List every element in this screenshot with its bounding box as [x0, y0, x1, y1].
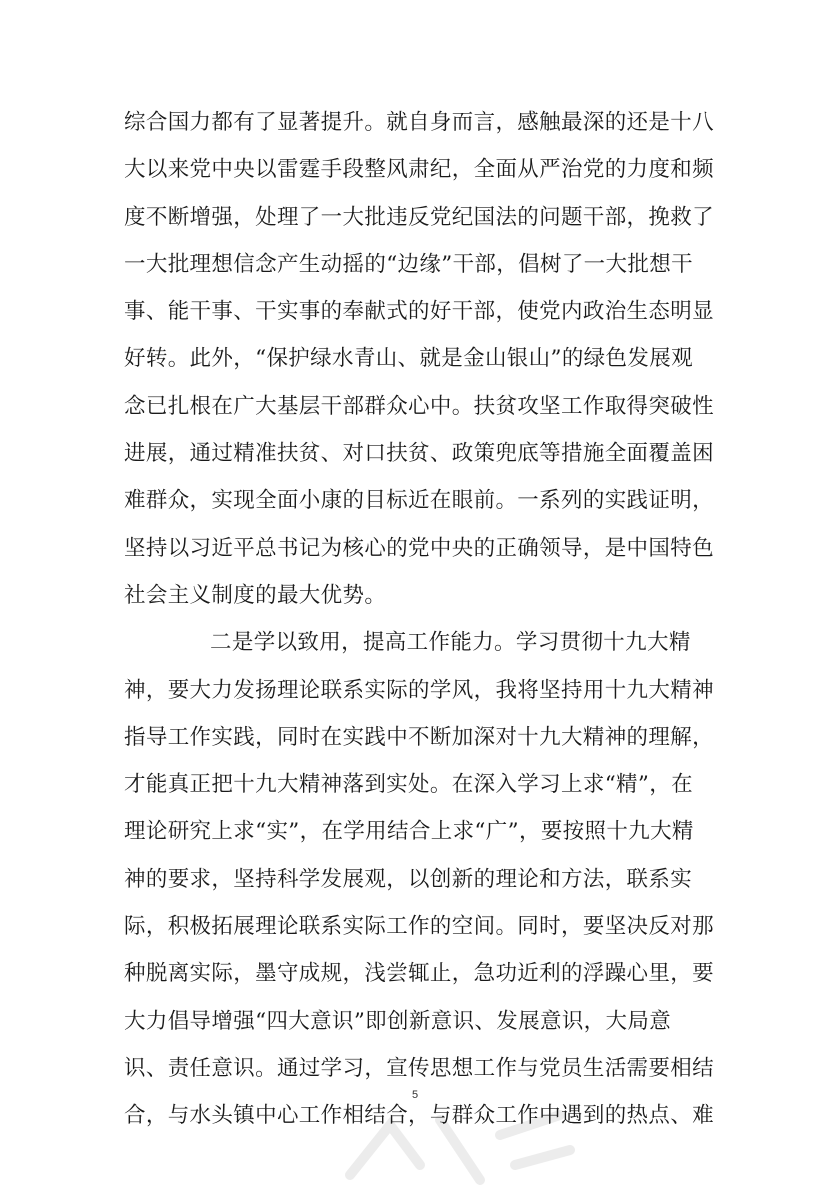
text-line: 合，与水头镇中心工作相结合，与群众工作中遇到的热点、难 — [124, 1103, 714, 1129]
text-line: 际，积极拓展理论联系实际工作的空间。同时，要坚决反对那 — [124, 914, 714, 940]
text-line: 识、责任意识。通过学习，宣传思想工作与党员生活需要相结 — [124, 1055, 714, 1081]
text-line: 指导工作实践，同时在实践中不断加深对十九大精神的理解， — [124, 724, 714, 750]
watermark-graphic — [330, 1095, 590, 1185]
text-line: 念已扎根在广大基层干部群众心中。扶贫攻坚工作取得突破性 — [124, 393, 714, 419]
text-line: 理论研究上求“实”，在学用结合上求“广”，要按照十九大精 — [124, 819, 694, 845]
page-number: 5 — [411, 1089, 419, 1101]
text-line: 才能真正把十九大精神落到实处。在深入学习上求“精”，在 — [124, 772, 693, 798]
text-line: 神的要求，坚持科学发展观，以创新的理论和方法，联系实 — [124, 866, 693, 892]
text-line: 事、能干事、干实事的奉献式的好干部，使党内政治生态明显 — [124, 299, 714, 325]
text-line: 难群众，实现全面小康的目标近在眼前。一系列的实践证明， — [124, 488, 714, 514]
text-line: 一大批理想信念产生动摇的“边缘”干部，倡树了一大批想干 — [124, 251, 693, 277]
text-line: 大力倡导增强“四大意识”即创新意识、发展意识，大局意 — [124, 1008, 672, 1034]
text-line: 社会主义制度的最大优势。 — [124, 582, 387, 608]
text-line: 种脱离实际，墨守成规，浅尝辄止，急功近利的浮躁心里，要 — [124, 961, 714, 987]
body-text — [124, 99, 714, 1140]
text-line: 好转。此外，“保护绿水青山、就是金山银山”的绿色发展观 — [124, 346, 693, 372]
text-line: 神，要大力发扬理论联系实际的学风，我将坚持用十九大精神 — [124, 677, 714, 703]
text-line: 综合国力都有了显著提升。就自身而言，感触最深的还是十八 — [124, 110, 714, 135]
paragraph-start-line: 二是学以致用，提高工作能力。学习贯彻十九大精 — [210, 630, 691, 656]
text-line: 度不断增强，处理了一大批违反党纪国法的问题干部，挽救了 — [124, 204, 714, 230]
text-line: 进展，通过精准扶贫、对口扶贫、政策兜底等措施全面覆盖困 — [124, 441, 714, 467]
text-line: 坚持以习近平总书记为核心的党中央的正确领导，是中国特色 — [124, 535, 714, 561]
text-line: 大以来党中央以雷霆手段整风肃纪，全面从严治党的力度和频 — [124, 157, 714, 183]
